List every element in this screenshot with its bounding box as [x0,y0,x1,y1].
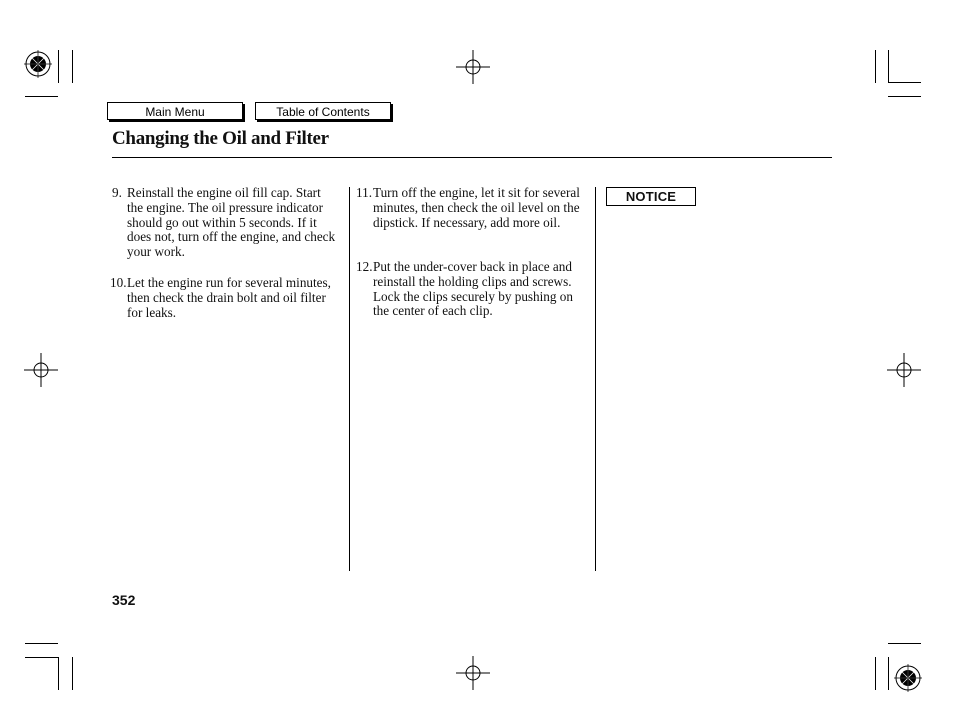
crosshair-icon [456,656,490,690]
registration-target-icon [24,50,52,78]
step-number: 12. [356,259,373,274]
crosshair-icon [887,353,921,387]
step-number: 11. [356,185,372,200]
column-divider [595,187,596,571]
title-rule [112,157,832,158]
page-title: Changing the Oil and Filter [112,128,329,149]
step-text: Reinstall the engine oil fill cap. Start the engine. The oil pressure indicator should go out within 5 seconds. If it does not, turn off the engine, and check your work. [127,185,336,260]
step-text: Let the engine run for several minutes, then check the drain bolt and oil filter for leaks. [127,275,331,320]
column-divider [349,187,350,571]
step-text: Put the under-cover back in place and reinstall the holding clips and screws. Lock the clips securely by pushing on the center of each clip. [373,259,573,319]
registration-target-icon [894,664,922,692]
crosshair-icon [24,353,58,387]
notice-label: NOTICE [606,187,696,206]
step-item [356,260,590,319]
step-number: 9. [112,185,122,200]
step-item [356,186,590,230]
step-item [112,186,340,260]
step-item [110,276,340,320]
crosshair-icon [456,50,490,84]
step-text: Turn off the engine, let it sit for several minutes, then check the oil level on the dipstick. If necessary, add more oil. [373,185,580,230]
table-of-contents-button[interactable]: Table of Contents [255,102,391,120]
page-number: 352 [112,592,136,608]
main-menu-button[interactable]: Main Menu [107,102,243,120]
step-number: 10. [110,275,127,290]
